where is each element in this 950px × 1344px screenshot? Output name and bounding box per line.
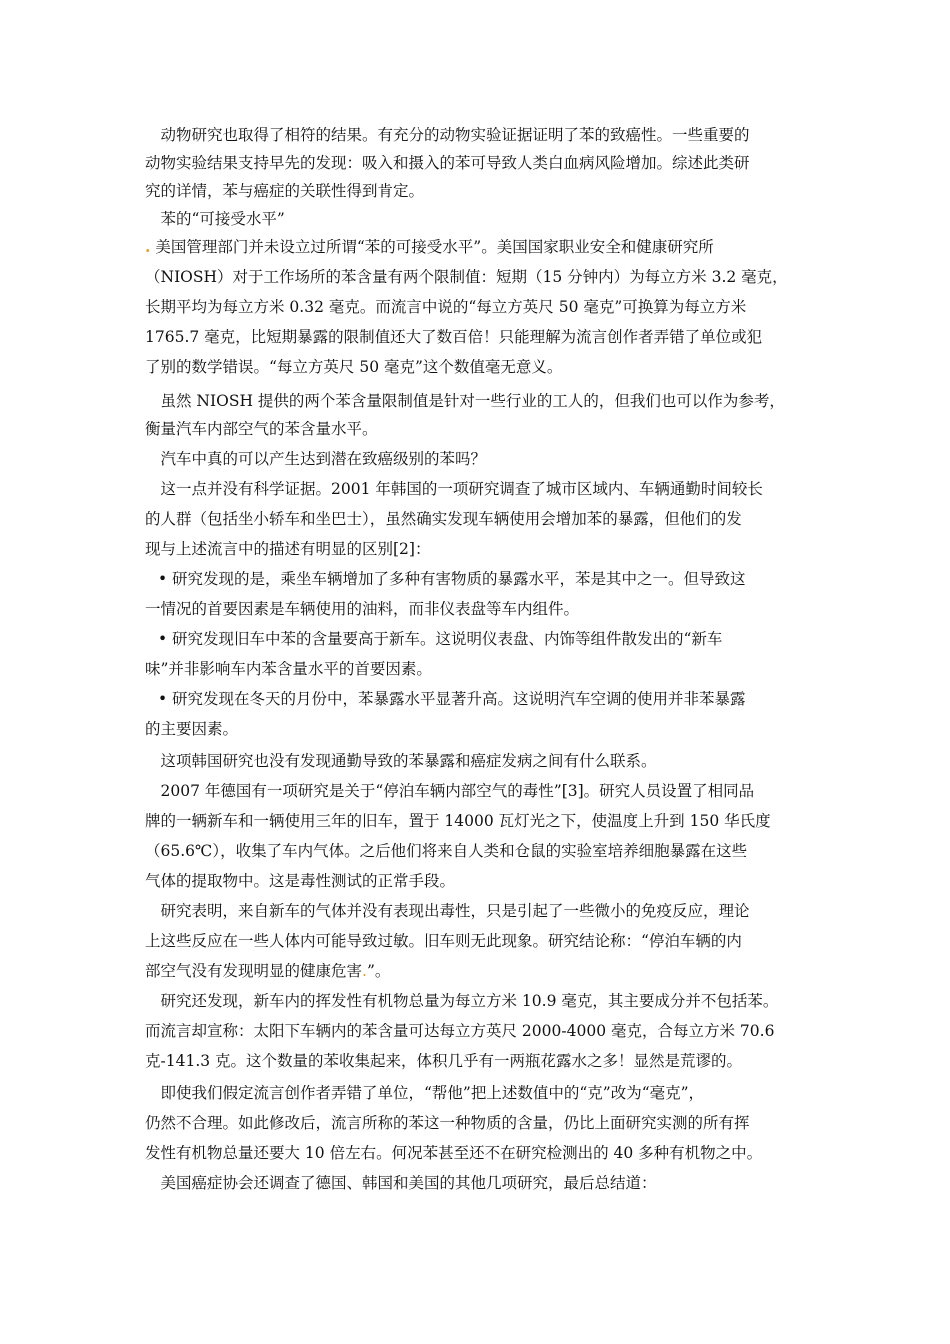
paragraph-line: 牌的一辆新车和一辆使用三年的旧车，置于 14000 瓦灯光之下，使温度上升到 150 华氏度 [145, 812, 771, 830]
list-item [158, 569, 746, 589]
paragraph-line: 这项韩国研究也没有发现通勤导致的苯暴露和癌症发病之间有什么联系。 [145, 752, 657, 770]
paragraph-line: 一情况的首要因素是车辆使用的油料，而非仪表盘等车内组件。 [145, 600, 580, 618]
paragraph-line: 美国癌症协会还调查了德国、韩国和美国的其他几项研究，最后总结道： [145, 1174, 657, 1192]
paragraph-line: 克-141.3 克。这个数量的苯收集起来，体积几乎有一两瓶花露水之多！显然是荒谬的。 [145, 1052, 743, 1070]
list-item [158, 689, 746, 709]
list-item-text: 研究发现旧车中苯的含量要高于新车。这说明仪表盘、内饰等组件散发出的“新车 [172, 630, 723, 648]
paragraph-line: 究的详情，苯与癌症的关联性得到肯定。 [145, 182, 425, 200]
paragraph-line: 动物研究也取得了相符的结果。有充分的动物实验证据证明了苯的致癌性。一些重要的 [145, 126, 750, 144]
paragraph-line: 虽然 NIOSH 提供的两个苯含量限制值是针对一些行业的工人的，但我们也可以作为参考， [145, 392, 785, 410]
paragraph-text: ”。 [366, 962, 391, 980]
bullet-icon: • [158, 630, 168, 648]
bullet-icon: • [158, 570, 168, 588]
paragraph-line: 气体的提取物中。这是毒性测试的正常手段。 [145, 872, 456, 890]
paragraph-line: 即使我们假定流言创作者弄错了单位，“帮他”把上述数值中的“克”改为“毫克”， [145, 1084, 705, 1102]
paragraph-line: 现与上述流言中的描述有明显的区别[2]： [145, 540, 431, 558]
paragraph-text: 部空气没有发现明显的健康危害 [145, 962, 363, 980]
paragraph-line: 了别的数学错误。“每立方英尺 50 毫克”这个数值毫无意义。 [145, 358, 563, 376]
paragraph-line: 研究表明，来自新车的气体并没有表现出毒性，只是引起了一些微小的免疫反应，理论 [145, 902, 750, 920]
paragraph-line: 衡量汽车内部空气的苯含量水平。 [145, 420, 378, 438]
paragraph-line: 研究还发现，新车内的挥发性有机物总量为每立方米 10.9 毫克，其主要成分并不包括苯。 [145, 992, 779, 1010]
list-item-text: 研究发现在冬天的月份中，苯暴露水平显著升高。这说明汽车空调的使用并非苯暴露 [172, 690, 746, 708]
paragraph-line: 动物实验结果支持早先的发现：吸入和摄入的苯可导致人类白血病风险增加。综述此类研 [145, 154, 750, 172]
paragraph-line: 这一点并没有科学证据。2001 年韩国的一项研究调查了城市区域内、车辆通勤时间较长 [145, 480, 763, 498]
paragraph-line: 上这些反应在一些人体内可能导致过敏。旧车则无此现象。研究结论称：“停泊车辆的内 [145, 932, 742, 950]
paragraph-line: 发性有机物总量还要大 10 倍左右。何况苯甚至还不在研究检测出的 40 多种有机物之中。 [145, 1144, 763, 1162]
paragraph-line: 而流言却宣称：太阳下车辆内的苯含量可达每立方英尺 2000-4000 毫克，合每立方米 70.6 [145, 1022, 775, 1040]
paragraph-line: 味”并非影响车内苯含量水平的首要因素。 [145, 660, 432, 678]
section-heading: 汽车中真的可以产生达到潜在致癌级别的苯吗？ [145, 450, 487, 468]
paragraph-line: 的主要因素。 [145, 720, 239, 738]
paragraph-line [145, 237, 714, 257]
bullet-icon: • [158, 690, 168, 708]
paragraph-line: （65.6℃），收集了车内气体。之后他们将来自人类和仓鼠的实验室培养细胞暴露在这些 [145, 842, 748, 860]
paragraph-line: 的人群（包括坐小轿车和坐巴士），虽然确实发现车辆使用会增加苯的暴露，但他们的发 [145, 510, 742, 528]
paragraph-line: 仍然不合理。如此修改后，流言所称的苯这一种物质的含量，仍比上面研究实测的所有挥 [145, 1114, 750, 1132]
list-item [158, 629, 722, 649]
list-item-text: 研究发现的是，乘坐车辆增加了多种有害物质的暴露水平，苯是其中之一。但导致这 [172, 570, 746, 588]
marker-dot: . [145, 237, 151, 256]
paragraph-text: 美国管理部门并未设立过所谓“苯的可接受水平”。美国国家职业安全和健康研究所 [155, 238, 714, 256]
section-heading: 苯的“可接受水平” [145, 210, 285, 228]
paragraph-line: 2007 年德国有一项研究是关于“停泊车辆内部空气的毒性”[3]。研究人员设置了相同品 [145, 782, 755, 800]
accent-period: . [362, 962, 367, 980]
paragraph-line: （NIOSH）对于工作场所的苯含量有两个限制值：短期（15 分钟内）为每立方米 3.2 毫克， [145, 268, 788, 286]
paragraph-line: 长期平均为每立方米 0.32 毫克。而流言中说的“每立方英尺 50 毫克”可换算为每立方米 [145, 298, 747, 316]
paragraph-line: 1765.7 毫克，比短期暴露的限制值还大了数百倍！只能理解为流言创作者弄错了单位或犯 [145, 328, 763, 346]
paragraph-line [145, 961, 390, 981]
